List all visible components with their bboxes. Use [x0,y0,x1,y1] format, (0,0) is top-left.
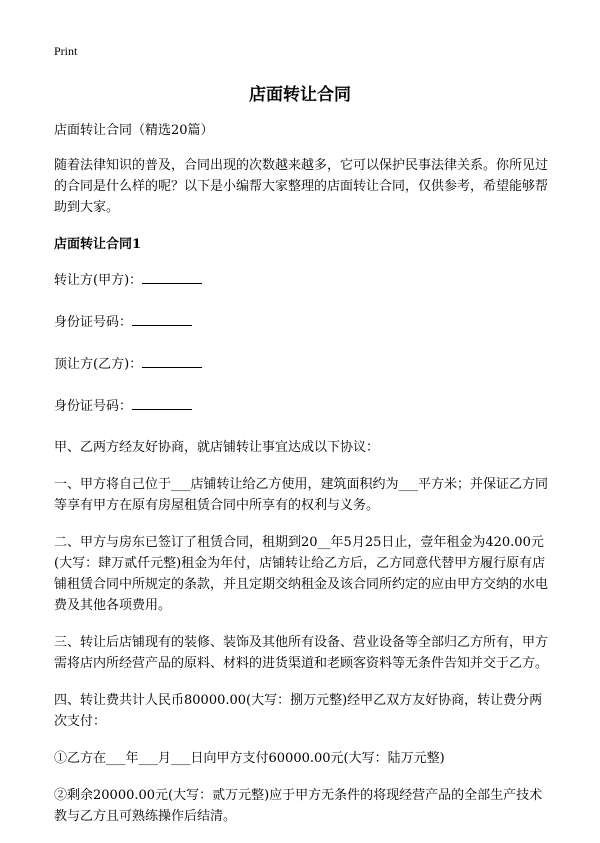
section-heading: 店面转让合同1 [54,237,142,252]
transferor-id-blank [132,311,192,326]
transferee-blank [142,353,202,368]
clause-3-paragraph: 三、转让后店铺现有的装修、装饰及其他所有设备、营业设备等全部归乙方所有，甲方需将店内所经营产品的原料、材料的进货渠道和老顾客资料等无条件告知并交于乙方。 [54,635,549,671]
payment-2-paragraph: ②剩余20000.00元(大写：贰万元整)应于甲方无条件的将现经营产品的全部生产技术教与乙方且可熟练操作后结清。 [54,788,543,824]
document-subtitle: 店面转让合同（精选20篇） [54,123,214,138]
intro-paragraph: 随着法律知识的普及，合同出现的次数越来越多，它可以保护民事法律关系。你所见过的合同是什么样的呢？以下是小编帮大家整理的店面转让合同，仅供参考，希望能够帮助到大家。 [54,158,549,215]
transferee-id-label: 身份证号码： [54,399,133,414]
clause-1-paragraph: 一、甲方将自己位于___店铺转让给乙方使用，建筑面积约为___平方米；并保证乙方同等享有甲方在原有房屋租赁合同中所享有的权利与义务。 [54,477,549,513]
transferor-label: 转让方(甲方)： [54,273,143,288]
agreement-paragraph: 甲、乙两方经友好协商，就店铺转让事宜达成以下协议： [54,440,380,455]
payment-1-paragraph: ①乙方在___年___月___日向甲方支付60000.00元(大写：陆万元整) [54,751,445,766]
clause-2-paragraph: 二、甲方与房东已签订了租赁合同，租期到20__年5月25日止，壹年租金为420.00元(大写：肆万贰仟元整)租金为年付，店铺转让给乙方后，乙方同意代替甲方履行原有店铺租赁合同中所规定的条款，并且定期交纳租金及该合同所约定的应由甲方交纳的水电费及其他各项费用。 [54,535,549,613]
transferor-field [54,269,550,291]
transferor-id-label: 身份证号码： [54,315,133,330]
transferee-id-blank [132,395,192,410]
transferee-label: 顶让方(乙方)： [54,357,143,372]
transferee-field [54,353,550,375]
transferee-id-field [54,395,550,417]
transferor-id-field [54,311,550,333]
transferor-blank [142,269,202,284]
document-body [54,120,550,843]
print-label: Print [54,44,78,58]
clause-4-paragraph: 四、转让费共计人民币80000.00(大写：捌万元整)经甲乙双方友好协商，转让费分两次支付： [54,693,543,729]
document-title: 店面转让合同 [249,85,351,105]
